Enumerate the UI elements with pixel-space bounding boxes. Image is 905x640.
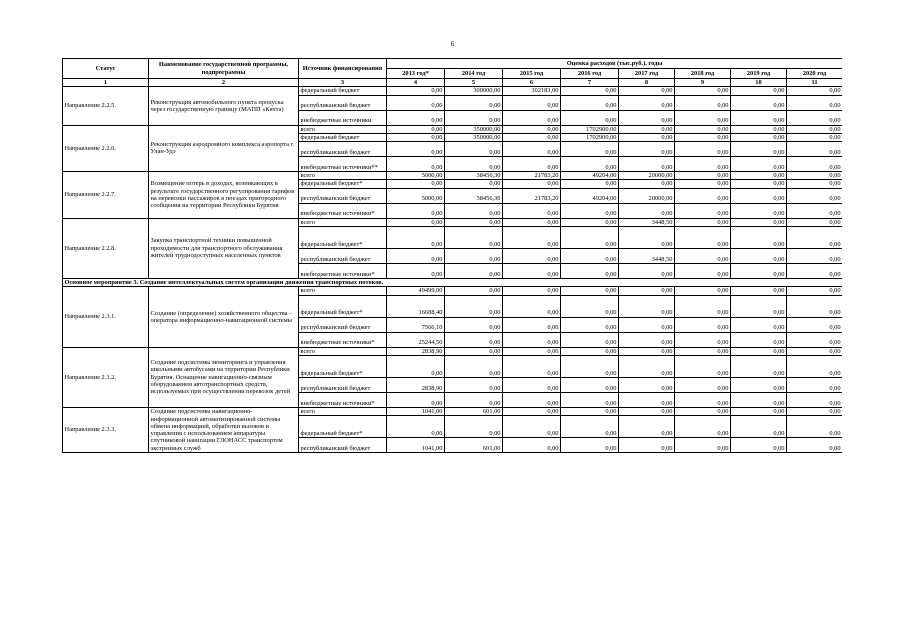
row-value: 0,00 xyxy=(503,157,561,172)
row-program-name: Закупка транспортной техники повышенной проходимости для транспортного обслуживания жителей труднодоступных населенных пунктов xyxy=(149,218,299,278)
row-value: 0,00 xyxy=(619,203,675,218)
row-value: 0,00 xyxy=(731,87,787,95)
row-value: 0,00 xyxy=(445,317,503,332)
row-value: 0,00 xyxy=(503,416,561,438)
row-value: 601,00 xyxy=(445,407,503,415)
row-value: 0,00 xyxy=(619,416,675,438)
row-value: 0,00 xyxy=(445,180,503,188)
main-event-row xyxy=(63,279,843,287)
row-funding-source: республиканский бюджет xyxy=(299,317,387,332)
table-row xyxy=(63,87,843,95)
row-value: 0,00 xyxy=(675,110,731,125)
row-value: 0,00 xyxy=(387,133,445,141)
row-value: 0,00 xyxy=(387,355,445,377)
row-status: Направление 2.2.8. xyxy=(63,218,149,278)
row-funding-source: внебюджетные источники* xyxy=(299,332,387,347)
row-value: 0,00 xyxy=(619,317,675,332)
row-value: 0,00 xyxy=(503,218,561,226)
row-value: 5000,00 xyxy=(387,172,445,180)
row-value: 1041,00 xyxy=(387,407,445,415)
row-value: 0,00 xyxy=(787,110,843,125)
row-value: 0,00 xyxy=(675,355,731,377)
row-value: 0,00 xyxy=(731,157,787,172)
row-value: 0,00 xyxy=(787,355,843,377)
column-number: 6 xyxy=(503,79,561,87)
row-value: 0,00 xyxy=(675,227,731,249)
row-program-name: Реконструкция автомобильного пункта пропуска через государственную границу (МАПП «Кяхта) xyxy=(149,87,299,125)
row-value: 0,00 xyxy=(619,377,675,392)
header-year: 2018 год xyxy=(675,69,731,79)
row-value: 0,00 xyxy=(731,347,787,355)
row-value: 0,00 xyxy=(503,110,561,125)
row-value: 38456,30 xyxy=(445,172,503,180)
row-value: 0,00 xyxy=(731,95,787,110)
table-row xyxy=(63,125,843,133)
row-value: 0,00 xyxy=(675,347,731,355)
row-value: 21783,20 xyxy=(503,172,561,180)
row-value: 0,00 xyxy=(619,125,675,133)
row-value: 0,00 xyxy=(619,287,675,295)
table-row xyxy=(63,287,843,295)
row-funding-source: внебюджетные источники* xyxy=(299,392,387,407)
row-value: 25244,50 xyxy=(387,332,445,347)
row-value: 0,00 xyxy=(787,377,843,392)
row-funding-source: федеральный бюджет xyxy=(299,87,387,95)
row-funding-source: республиканский бюджет xyxy=(299,142,387,157)
column-number: 3 xyxy=(299,79,387,87)
row-value: 0,00 xyxy=(561,249,619,264)
row-value: 7566,10 xyxy=(387,317,445,332)
row-value: 0,00 xyxy=(731,188,787,203)
row-funding-source: внебюджетные источники* xyxy=(299,203,387,218)
row-value: 0,00 xyxy=(503,287,561,295)
row-value: 0,00 xyxy=(787,392,843,407)
row-value: 0,00 xyxy=(503,264,561,279)
row-value: 0,00 xyxy=(731,355,787,377)
row-status: Направление 2.2.7. xyxy=(63,172,149,219)
row-value: 0,00 xyxy=(561,264,619,279)
row-value: 0,00 xyxy=(503,133,561,141)
row-funding-source: всего xyxy=(299,287,387,295)
row-value: 0,00 xyxy=(445,347,503,355)
row-value: 0,00 xyxy=(561,218,619,226)
row-value: 0,00 xyxy=(731,133,787,141)
row-funding-source: всего xyxy=(299,218,387,226)
header-year: 2015 год xyxy=(503,69,561,79)
row-value: 0,00 xyxy=(387,87,445,95)
column-number: 5 xyxy=(445,79,503,87)
row-value: 16688,40 xyxy=(387,295,445,317)
row-value: 0,00 xyxy=(675,295,731,317)
row-status: Направление 2.3.1. xyxy=(63,287,149,347)
row-funding-source: внебюджетные источники** xyxy=(299,157,387,172)
row-value: 0,00 xyxy=(445,392,503,407)
column-number: 11 xyxy=(787,79,843,87)
row-value: 0,00 xyxy=(387,203,445,218)
row-value: 0,00 xyxy=(503,295,561,317)
row-value: 0,00 xyxy=(787,125,843,133)
row-value: 0,00 xyxy=(731,227,787,249)
row-status: Направление 2.3.3. xyxy=(63,407,149,452)
row-value: 0,00 xyxy=(675,416,731,438)
row-value: 0,00 xyxy=(675,377,731,392)
row-value: 3448,50 xyxy=(619,249,675,264)
row-funding-source: внебюджетные источники* xyxy=(299,264,387,279)
row-value: 0,00 xyxy=(675,133,731,141)
row-value: 0,00 xyxy=(445,355,503,377)
row-value: 0,00 xyxy=(561,227,619,249)
row-value: 0,00 xyxy=(561,355,619,377)
row-value: 0,00 xyxy=(675,407,731,415)
row-value: 0,00 xyxy=(675,332,731,347)
row-value: 302183,00 xyxy=(503,87,561,95)
row-funding-source: федеральный бюджет* xyxy=(299,416,387,438)
row-value: 0,00 xyxy=(731,407,787,415)
row-value: 1702900,00 xyxy=(561,133,619,141)
row-value: 0,00 xyxy=(561,203,619,218)
budget-table-sheet xyxy=(62,58,842,558)
row-program-name: Создание подсистемы навигационно-информационной автоматизированной системы обмена информацией, обработки вызовов и управления с использованием аппаратуры спутниковой навигации ГЛОНАСС транспортом экстренных служб xyxy=(149,407,299,452)
row-funding-source: республиканский бюджет xyxy=(299,188,387,203)
row-value: 0,00 xyxy=(561,416,619,438)
row-value: 3448,50 xyxy=(619,218,675,226)
row-funding-source: всего xyxy=(299,172,387,180)
column-number: 2 xyxy=(149,79,299,87)
row-value: 0,00 xyxy=(445,264,503,279)
row-value: 0,00 xyxy=(445,203,503,218)
row-value: 1041,00 xyxy=(387,438,445,453)
row-funding-source: республиканский бюджет xyxy=(299,95,387,110)
row-value: 0,00 xyxy=(731,317,787,332)
row-program-name: Создание (определение) хозяйственного общества – оператора информационно-навигационной системы xyxy=(149,287,299,347)
row-value: 0,00 xyxy=(387,227,445,249)
row-value: 0,00 xyxy=(787,407,843,415)
row-value: 0,00 xyxy=(387,392,445,407)
row-value: 0,00 xyxy=(503,377,561,392)
row-value: 0,00 xyxy=(787,347,843,355)
budget-table xyxy=(62,58,842,453)
row-status: Направление 2.2.6. xyxy=(63,125,149,172)
row-program-name: Возмещение потерь в доходах, возникающих в результате государственного регулирования тарифов на перевозки пассажиров в поездах пригородного сообщения на территории Республики Бурятия xyxy=(149,172,299,219)
row-value: 0,00 xyxy=(503,180,561,188)
row-value: 0,00 xyxy=(619,157,675,172)
row-value: 0,00 xyxy=(561,377,619,392)
row-value: 0,00 xyxy=(787,264,843,279)
row-value: 0,00 xyxy=(503,95,561,110)
row-value: 0,00 xyxy=(731,180,787,188)
row-value: 0,00 xyxy=(561,157,619,172)
row-funding-source: всего xyxy=(299,407,387,415)
row-value: 0,00 xyxy=(503,332,561,347)
row-value: 0,00 xyxy=(787,249,843,264)
table-header-row xyxy=(63,59,843,69)
column-number: 9 xyxy=(675,79,731,87)
row-value: 0,00 xyxy=(787,203,843,218)
row-value: 0,00 xyxy=(787,416,843,438)
row-value: 0,00 xyxy=(445,218,503,226)
row-value: 0,00 xyxy=(619,142,675,157)
row-value: 0,00 xyxy=(503,227,561,249)
row-value: 0,00 xyxy=(619,438,675,453)
row-status: Направление 2.2.5. xyxy=(63,87,149,125)
row-value: 0,00 xyxy=(619,264,675,279)
row-value: 0,00 xyxy=(503,347,561,355)
row-value: 0,00 xyxy=(445,416,503,438)
row-value: 0,00 xyxy=(561,438,619,453)
header-funding-source: Источник финансирования xyxy=(299,59,387,79)
row-value: 0,00 xyxy=(731,218,787,226)
row-value: 5000,00 xyxy=(387,188,445,203)
row-value: 0,00 xyxy=(619,355,675,377)
row-value: 0,00 xyxy=(445,157,503,172)
row-value: 0,00 xyxy=(675,264,731,279)
column-number: 4 xyxy=(387,79,445,87)
row-value: 0,00 xyxy=(731,295,787,317)
row-value: 0,00 xyxy=(619,407,675,415)
row-funding-source: внебюджетные источники xyxy=(299,110,387,125)
row-value: 0,00 xyxy=(561,142,619,157)
row-funding-source: федеральный бюджет* xyxy=(299,180,387,188)
row-value: 0,00 xyxy=(787,438,843,453)
row-value: 0,00 xyxy=(675,157,731,172)
row-value: 0,00 xyxy=(675,188,731,203)
header-year: 2020 год xyxy=(787,69,843,79)
row-funding-source: федеральный бюджет* xyxy=(299,295,387,317)
row-value: 0,00 xyxy=(561,287,619,295)
column-number: 10 xyxy=(731,79,787,87)
header-year: 2016 год xyxy=(561,69,619,79)
row-value: 0,00 xyxy=(387,125,445,133)
main-event-3-title: Основное мероприятие 3. Создание интеллектуальных систем организации движения транспортных потоков. xyxy=(63,279,843,287)
row-value: 0,00 xyxy=(731,438,787,453)
row-value: 0,00 xyxy=(387,416,445,438)
row-value: 0,00 xyxy=(787,218,843,226)
row-value: 350000,00 xyxy=(445,133,503,141)
row-value: 0,00 xyxy=(445,95,503,110)
row-value: 0,00 xyxy=(503,355,561,377)
row-value: 0,00 xyxy=(675,218,731,226)
row-value: 0,00 xyxy=(731,172,787,180)
table-row xyxy=(63,407,843,415)
row-value: 1702900,00 xyxy=(561,125,619,133)
row-value: 0,00 xyxy=(445,249,503,264)
row-value: 0,00 xyxy=(675,180,731,188)
row-value: 300000,00 xyxy=(445,87,503,95)
header-year: 2013 год* xyxy=(387,69,445,79)
row-value: 0,00 xyxy=(731,287,787,295)
row-value: 0,00 xyxy=(619,347,675,355)
row-value: 0,00 xyxy=(675,287,731,295)
row-value: 0,00 xyxy=(561,317,619,332)
row-value: 0,00 xyxy=(619,295,675,317)
row-value: 0,00 xyxy=(445,295,503,317)
row-funding-source: федеральный бюджет* xyxy=(299,227,387,249)
row-value: 0,00 xyxy=(387,157,445,172)
row-program-name: Создание подсистемы мониторинга и управления школьными автобусами на территории Республики Бурятия. Оснащение навигационно-связным оборудованием автотранспортных средств, используемых при осуществлении перевозок детей xyxy=(149,347,299,407)
row-value: 0,00 xyxy=(787,87,843,95)
row-value: 0,00 xyxy=(561,295,619,317)
row-value: 0,00 xyxy=(561,180,619,188)
row-value: 0,00 xyxy=(387,142,445,157)
row-value: 49499,00 xyxy=(387,287,445,295)
row-value: 0,00 xyxy=(787,295,843,317)
row-value: 0,00 xyxy=(561,347,619,355)
row-value: 0,00 xyxy=(619,227,675,249)
row-value: 20000,00 xyxy=(619,172,675,180)
row-value: 2838,90 xyxy=(387,377,445,392)
row-funding-source: всего xyxy=(299,125,387,133)
row-value: 0,00 xyxy=(561,87,619,95)
row-value: 0,00 xyxy=(445,110,503,125)
row-value: 0,00 xyxy=(561,110,619,125)
row-value: 0,00 xyxy=(445,227,503,249)
row-program-name: Реконструкция аэродромного комплекса аэропорта г. Улан-Удэ xyxy=(149,125,299,172)
row-value: 0,00 xyxy=(387,180,445,188)
table-row xyxy=(63,347,843,355)
row-value: 0,00 xyxy=(387,218,445,226)
row-status: Направление 2.3.2. xyxy=(63,347,149,407)
table-row xyxy=(63,172,843,180)
row-value: 0,00 xyxy=(731,125,787,133)
row-value: 0,00 xyxy=(445,142,503,157)
row-funding-source: республиканский бюджет xyxy=(299,438,387,453)
column-numbers-row xyxy=(63,79,843,87)
header-program-name: Наименование государственной программы, подпрограммы xyxy=(149,59,299,79)
row-value: 0,00 xyxy=(675,125,731,133)
row-value: 0,00 xyxy=(561,407,619,415)
row-value: 0,00 xyxy=(503,203,561,218)
row-value: 2838,90 xyxy=(387,347,445,355)
column-number: 7 xyxy=(561,79,619,87)
row-value: 0,00 xyxy=(731,264,787,279)
row-value: 0,00 xyxy=(675,203,731,218)
row-value: 0,00 xyxy=(675,95,731,110)
row-value: 0,00 xyxy=(675,317,731,332)
row-value: 0,00 xyxy=(731,392,787,407)
row-value: 0,00 xyxy=(675,142,731,157)
page-number: 6 xyxy=(450,40,455,48)
row-value: 0,00 xyxy=(731,249,787,264)
row-value: 49204,00 xyxy=(561,172,619,180)
row-value: 0,00 xyxy=(787,157,843,172)
header-year: 2019 год xyxy=(731,69,787,79)
row-value: 0,00 xyxy=(445,287,503,295)
row-funding-source: республиканский бюджет xyxy=(299,249,387,264)
row-funding-source: федеральный бюджет xyxy=(299,133,387,141)
row-value: 0,00 xyxy=(503,392,561,407)
column-number: 1 xyxy=(63,79,149,87)
row-value: 0,00 xyxy=(503,317,561,332)
row-value: 0,00 xyxy=(561,392,619,407)
header-year: 2017 год xyxy=(619,69,675,79)
row-value: 38456,30 xyxy=(445,188,503,203)
row-value: 0,00 xyxy=(387,264,445,279)
row-value: 0,00 xyxy=(787,317,843,332)
row-value: 601,00 xyxy=(445,438,503,453)
row-value: 49204,00 xyxy=(561,188,619,203)
row-funding-source: республиканский бюджет xyxy=(299,377,387,392)
row-value: 0,00 xyxy=(675,87,731,95)
row-value: 350000,00 xyxy=(445,125,503,133)
row-value: 0,00 xyxy=(619,95,675,110)
row-funding-source: всего xyxy=(299,347,387,355)
row-value: 0,00 xyxy=(731,203,787,218)
row-value: 0,00 xyxy=(619,180,675,188)
row-value: 0,00 xyxy=(731,332,787,347)
header-status: Статус xyxy=(63,59,149,79)
table-row xyxy=(63,218,843,226)
row-value: 0,00 xyxy=(787,188,843,203)
row-value: 0,00 xyxy=(675,392,731,407)
row-value: 0,00 xyxy=(731,142,787,157)
row-value: 0,00 xyxy=(387,249,445,264)
row-value: 0,00 xyxy=(387,95,445,110)
row-value: 0,00 xyxy=(561,95,619,110)
row-value: 20000,00 xyxy=(619,188,675,203)
row-value: 0,00 xyxy=(561,332,619,347)
row-value: 0,00 xyxy=(787,287,843,295)
row-value: 0,00 xyxy=(731,110,787,125)
row-value: 0,00 xyxy=(619,332,675,347)
row-value: 0,00 xyxy=(787,180,843,188)
row-value: 0,00 xyxy=(731,416,787,438)
row-value: 0,00 xyxy=(675,438,731,453)
row-value: 0,00 xyxy=(675,249,731,264)
row-value: 0,00 xyxy=(619,110,675,125)
row-value: 0,00 xyxy=(619,87,675,95)
row-value: 21783,20 xyxy=(503,188,561,203)
row-value: 0,00 xyxy=(503,407,561,415)
row-value: 0,00 xyxy=(503,438,561,453)
header-year: 2014 год xyxy=(445,69,503,79)
row-value: 0,00 xyxy=(503,142,561,157)
row-value: 0,00 xyxy=(787,227,843,249)
row-value: 0,00 xyxy=(731,377,787,392)
row-value: 0,00 xyxy=(787,142,843,157)
row-value: 0,00 xyxy=(387,110,445,125)
row-value: 0,00 xyxy=(787,172,843,180)
row-value: 0,00 xyxy=(787,332,843,347)
column-number: 8 xyxy=(619,79,675,87)
row-value: 0,00 xyxy=(445,332,503,347)
row-value: 0,00 xyxy=(619,133,675,141)
header-cost-estimate: Оценка расходов (тыс.руб.), годы xyxy=(387,59,843,69)
row-value: 0,00 xyxy=(619,392,675,407)
row-value: 0,00 xyxy=(787,133,843,141)
row-value: 0,00 xyxy=(675,172,731,180)
row-value: 0,00 xyxy=(503,125,561,133)
row-value: 0,00 xyxy=(445,377,503,392)
row-funding-source: федеральный бюджет* xyxy=(299,355,387,377)
row-value: 0,00 xyxy=(503,249,561,264)
row-value: 0,00 xyxy=(787,95,843,110)
